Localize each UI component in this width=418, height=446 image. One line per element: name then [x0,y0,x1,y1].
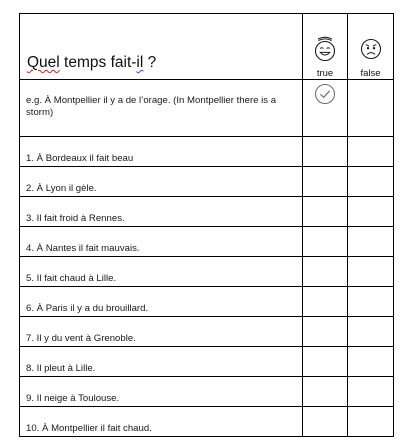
statement-text: 6. À Paris il y a du brouillard. [20,287,303,317]
statement-text: 10. À Montpellier il fait chaud. [20,407,303,437]
statement-row [20,257,394,287]
false-answer-cell[interactable] [348,347,394,377]
true-column-label: true [316,68,334,79]
example-false-cell[interactable] [348,80,394,137]
statement-text: 5. Il fait chaud à Lille. [20,257,303,287]
statement-text: 1. À Bordeaux il fait beau [20,137,303,167]
statement-row [20,167,394,197]
statement-text: 4. À Nantes il fait mauvais. [20,227,303,257]
statement-text: 8. Il pleut à Lille. [20,347,303,377]
true-answer-cell[interactable] [303,167,348,197]
example-row [20,80,394,137]
statement-text: 7. Il y du vent à Grenoble. [20,317,303,347]
title-middle: temps fait- [59,54,137,71]
true-answer-cell[interactable] [303,347,348,377]
true-answer-cell[interactable] [303,197,348,227]
true-answer-cell[interactable] [303,257,348,287]
statement-text: 9. Il neige à Toulouse. [20,377,303,407]
true-column-header [303,14,348,80]
title-word-il: il [136,54,144,71]
statement-row [20,287,394,317]
false-answer-cell[interactable] [348,197,394,227]
example-sentence: e.g. À Montpellier il y a de l’orage. (In Montpellier there is a storm) [20,80,303,137]
statement-text: 2. À Lyon il gèle. [20,167,303,197]
title-cell [20,14,303,80]
false-answer-cell[interactable] [348,137,394,167]
true-answer-cell[interactable] [303,317,348,347]
true-answer-cell[interactable] [303,407,348,437]
smiling-face-icon [314,36,336,62]
statement-row [20,197,394,227]
statement-row [20,137,394,167]
false-answer-cell[interactable] [348,377,394,407]
true-answer-cell[interactable] [303,377,348,407]
false-column-label: false [360,68,381,79]
statement-row [20,377,394,407]
frowning-face-icon [360,36,382,62]
statement-row [20,317,394,347]
check-circle-icon [314,83,336,105]
example-true-cell[interactable] [303,80,348,137]
statement-text: 3. Il fait froid à Rennes. [20,197,303,227]
false-answer-cell[interactable] [348,287,394,317]
true-answer-cell[interactable] [303,287,348,317]
false-answer-cell[interactable] [348,317,394,347]
header-row [20,14,394,80]
weather-quiz-table [19,13,394,437]
title-word-quel: Quel [27,54,60,71]
statement-row [20,227,394,257]
false-answer-cell[interactable] [348,407,394,437]
false-answer-cell[interactable] [348,227,394,257]
title-end: ? [143,54,157,71]
statement-row [20,407,394,437]
worksheet-title [27,54,156,71]
true-answer-cell[interactable] [303,137,348,167]
false-column-header [348,14,394,80]
false-answer-cell[interactable] [348,257,394,287]
false-answer-cell[interactable] [348,167,394,197]
true-answer-cell[interactable] [303,227,348,257]
statement-row [20,347,394,377]
